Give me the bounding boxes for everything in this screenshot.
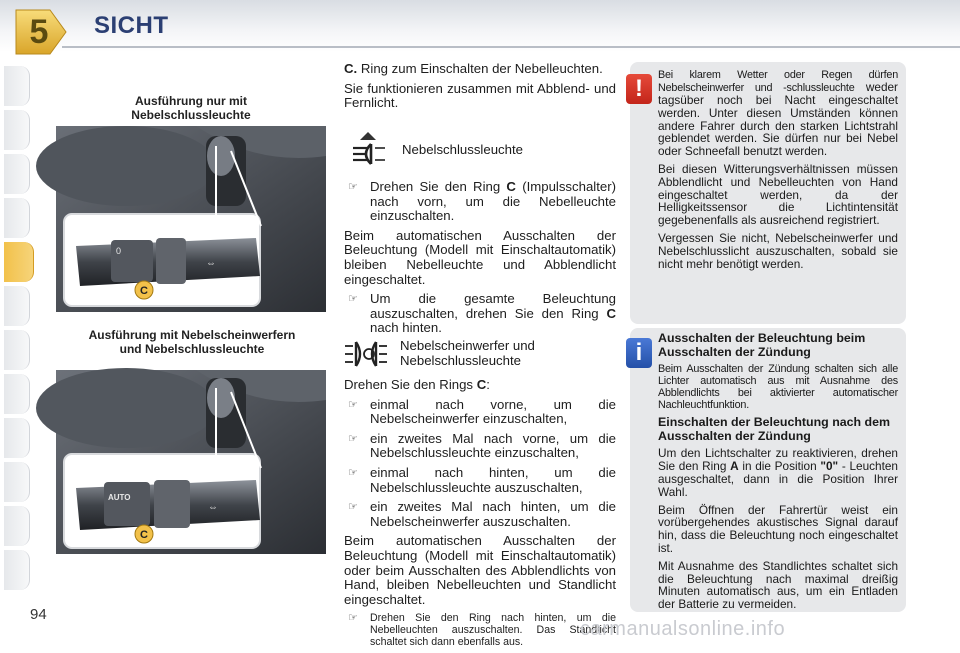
text-span: einmal nach hinten, um die Nebelschlussleuchte auszuschalten, (370, 464, 616, 495)
text-span: Drehen Sie den Ring (370, 179, 507, 194)
stalk-auto-label: AUTO (108, 493, 131, 502)
caption-line: Nebelschlussleuchte (131, 108, 251, 122)
ring-letter: C (476, 377, 487, 392)
ring-c-marker: C (140, 285, 148, 297)
bullet-mark: ☞ (348, 432, 358, 445)
rings-intro (344, 378, 616, 393)
caption-fog-rear-only (60, 94, 322, 122)
bullet-mark: ☞ (348, 466, 358, 479)
text-span: nach hinten. (370, 320, 442, 336)
chapter-tab-11[interactable] (4, 506, 30, 546)
icon-row-front-rear-fog (344, 332, 618, 376)
rear-fog-label: Nebelschlussleuchte (402, 141, 523, 157)
text-span: (Impulsschalter) nach vorn, um die Nebelleuchte einzuschalten. (370, 179, 616, 224)
photo-stalk-front-rear-fog (56, 370, 326, 554)
ring-letter: C (606, 305, 616, 321)
text-span: Nebelscheinwerfer und -schlussleuchte (658, 82, 855, 94)
ring-letter: A (730, 459, 739, 474)
info-paragraph-1: Beim Ausschalten der Zündung schalten sich alle Lichter automatisch aus mit Ausnahme des Abblendlichts bei aktivierter automatischer Nachleuchtfunktion. (658, 363, 898, 412)
chapter-tab-5-active[interactable] (4, 242, 34, 282)
bullet-mark: ☞ (348, 501, 358, 514)
ring-letter: C (506, 179, 516, 194)
chapter-tab-2[interactable] (4, 110, 30, 150)
chapter-tab-4[interactable] (4, 198, 30, 238)
ring-c-definition (344, 62, 616, 77)
chapter-tab-12[interactable] (4, 550, 30, 590)
chapter-badge (10, 6, 68, 58)
middle-text-rear-fog (344, 180, 616, 341)
stalk-illustration (56, 370, 326, 554)
text-span: Um den Lichtschalter zu reaktivieren, drehen Sie den Ring (658, 446, 898, 474)
page-header (0, 0, 960, 56)
page-number: 94 (30, 606, 47, 623)
bullet-mark: ☞ (348, 293, 358, 306)
instruction-item (344, 180, 616, 224)
text-span: ein zweites Mal nach vorne, um die Nebelschlussleuchte einzuschalten, (370, 430, 616, 461)
header-rule (62, 46, 960, 48)
text-span: : (486, 377, 490, 392)
text-span: ein zweites Mal nach hinten, um die Nebelscheinwerfer auszuschalten. (370, 499, 616, 529)
chapter-tab-7[interactable] (4, 330, 30, 370)
caption-fog-front-rear (56, 328, 328, 356)
chapter-tab-9[interactable] (4, 418, 30, 458)
ring-c-text: Ring zum Einschalten der Nebelleuchten. (360, 61, 603, 76)
instruction-item (344, 432, 616, 461)
ring-c-marker: C (140, 529, 148, 541)
text-span: weder tagsüber noch bei Nacht eingeschaltet werden. Unter diesen Umständen können andere Fahrer durch den starken Lichtstrahl geblendet werden. Sie dürfen nur bei Nebel oder Schneefall benutzt werden. (658, 80, 898, 159)
text-span: Drehen Sie den Rings (344, 377, 477, 392)
text-span: Bei klarem Wetter oder Regen dürfen (658, 69, 898, 81)
instruction-item (344, 500, 616, 529)
info-paragraph-4: Mit Ausnahme des Standlichtes schaltet sich die Beleuchtung nach maximal dreißig Minuten automatisch aus, um ein Entladen der Batterie zu vermeiden. (658, 558, 898, 612)
auto-off-paragraph-1: Beim automatischen Ausschalten der Beleuchtung (Modell mit Einschaltautomatik) bleiben Nebelleuchte und Abblendlicht eingeschaltet. (344, 227, 616, 287)
info-box-text (658, 332, 898, 616)
warning-paragraph-2: Bei diesen Witterungsverhältnissen müssen Abblendlicht und Nebelleuchten von Hand eingeschaltet werden, da der Helligkeitssensor die Lichtintensität gegebenenfalls als ausreichend registriert. (658, 161, 898, 228)
info-heading-2: Einschalten der Beleuchtung nach dem Ausschalten der Zündung (658, 415, 891, 443)
info-heading-1: Ausschalten der Beleuchtung beim Ausschalten der Zündung (658, 331, 866, 359)
chapter-tab-1[interactable] (4, 66, 30, 106)
front-rear-fog-label: Nebelscheinwerfer und Nebelschlussleuchte (400, 338, 535, 368)
front-rear-fog-lamp-icon (344, 332, 388, 376)
bullet-mark: ☞ (348, 612, 358, 625)
svg-text:⇔: ⇔ (208, 502, 218, 513)
instruction-item (344, 466, 616, 495)
page-title: SICHT (94, 12, 169, 39)
chapter-tab-8[interactable] (4, 374, 30, 414)
chapter-tab-6[interactable] (4, 286, 30, 326)
chapter-tabs (0, 66, 32, 586)
caption-line: Ausführung nur mit (135, 94, 247, 108)
warning-paragraph-1 (658, 68, 898, 158)
photo-stalk-rear-fog (56, 126, 326, 312)
text-span: - Leuchten ausgeschaltet, dann in die Position Ihrer Wahl. (658, 459, 898, 499)
position-value: "0" (820, 459, 839, 474)
stalk-zero-label: 0 (116, 246, 122, 256)
rear-fog-lamp-icon (346, 128, 390, 172)
caption-line: Ausführung mit Nebelscheinwerfern (88, 328, 296, 342)
chapter-number: 5 (29, 13, 49, 51)
info-paragraph-2 (658, 447, 898, 498)
warning-box-text (658, 68, 898, 275)
icon-row-rear-fog (346, 128, 618, 172)
instruction-item (344, 398, 616, 427)
warning-paragraph-3: Vergessen Sie nicht, Nebelscheinwerfer und Nebelschlusslicht auszuschalten, sobald sie nicht mehr benötigt werden. (658, 230, 898, 271)
text-span: in die Position (738, 459, 821, 474)
chapter-tab-3[interactable] (4, 154, 30, 194)
caption-line: und Nebelschlussleuchte (119, 342, 265, 356)
svg-text:⇔: ⇔ (206, 258, 216, 269)
auto-off-paragraph-2: Beim automatischen Ausschalten der Beleuchtung (Modell mit Einschaltautomatik) oder beim Ausschalten des Abblendlichts von Hand, bleiben Nebelleuchten und Standlicht eingeschaltet. (344, 533, 616, 607)
bullet-mark: ☞ (348, 181, 358, 193)
together-text: Sie funktionieren zusammen mit Abblend- und Fernlicht. (344, 80, 616, 111)
stalk-illustration (56, 126, 326, 312)
ring-c-prefix: C. (344, 61, 358, 76)
text-span: einmal nach vorne, um die Nebelscheinwerfer einzuschalten, (370, 396, 616, 427)
instruction-item (344, 292, 616, 336)
warning-icon: ! (626, 74, 652, 104)
text-span: Um die gesamte Beleuchtung auszuschalten, drehen Sie den Ring (370, 291, 616, 321)
info-icon: i (626, 338, 652, 368)
watermark: carmanualsonline.info (580, 618, 786, 640)
instruction-item (344, 612, 616, 648)
info-paragraph-3: Beim Öffnen der Fahrertür weist ein vorübergehendes akustisches Signal darauf hin, dass die Beleuchtung noch eingeschaltet ist. (658, 502, 898, 555)
text-span: Drehen Sie den Ring nach hinten, um die Nebelleuchten auszuschalten. Das Standlicht schaltet sich dann ebenfalls aus. (370, 612, 616, 649)
middle-text-front-rear-fog (344, 378, 616, 653)
chapter-tab-10[interactable] (4, 462, 30, 502)
bullet-mark: ☞ (348, 398, 358, 411)
middle-text-top (344, 62, 616, 116)
